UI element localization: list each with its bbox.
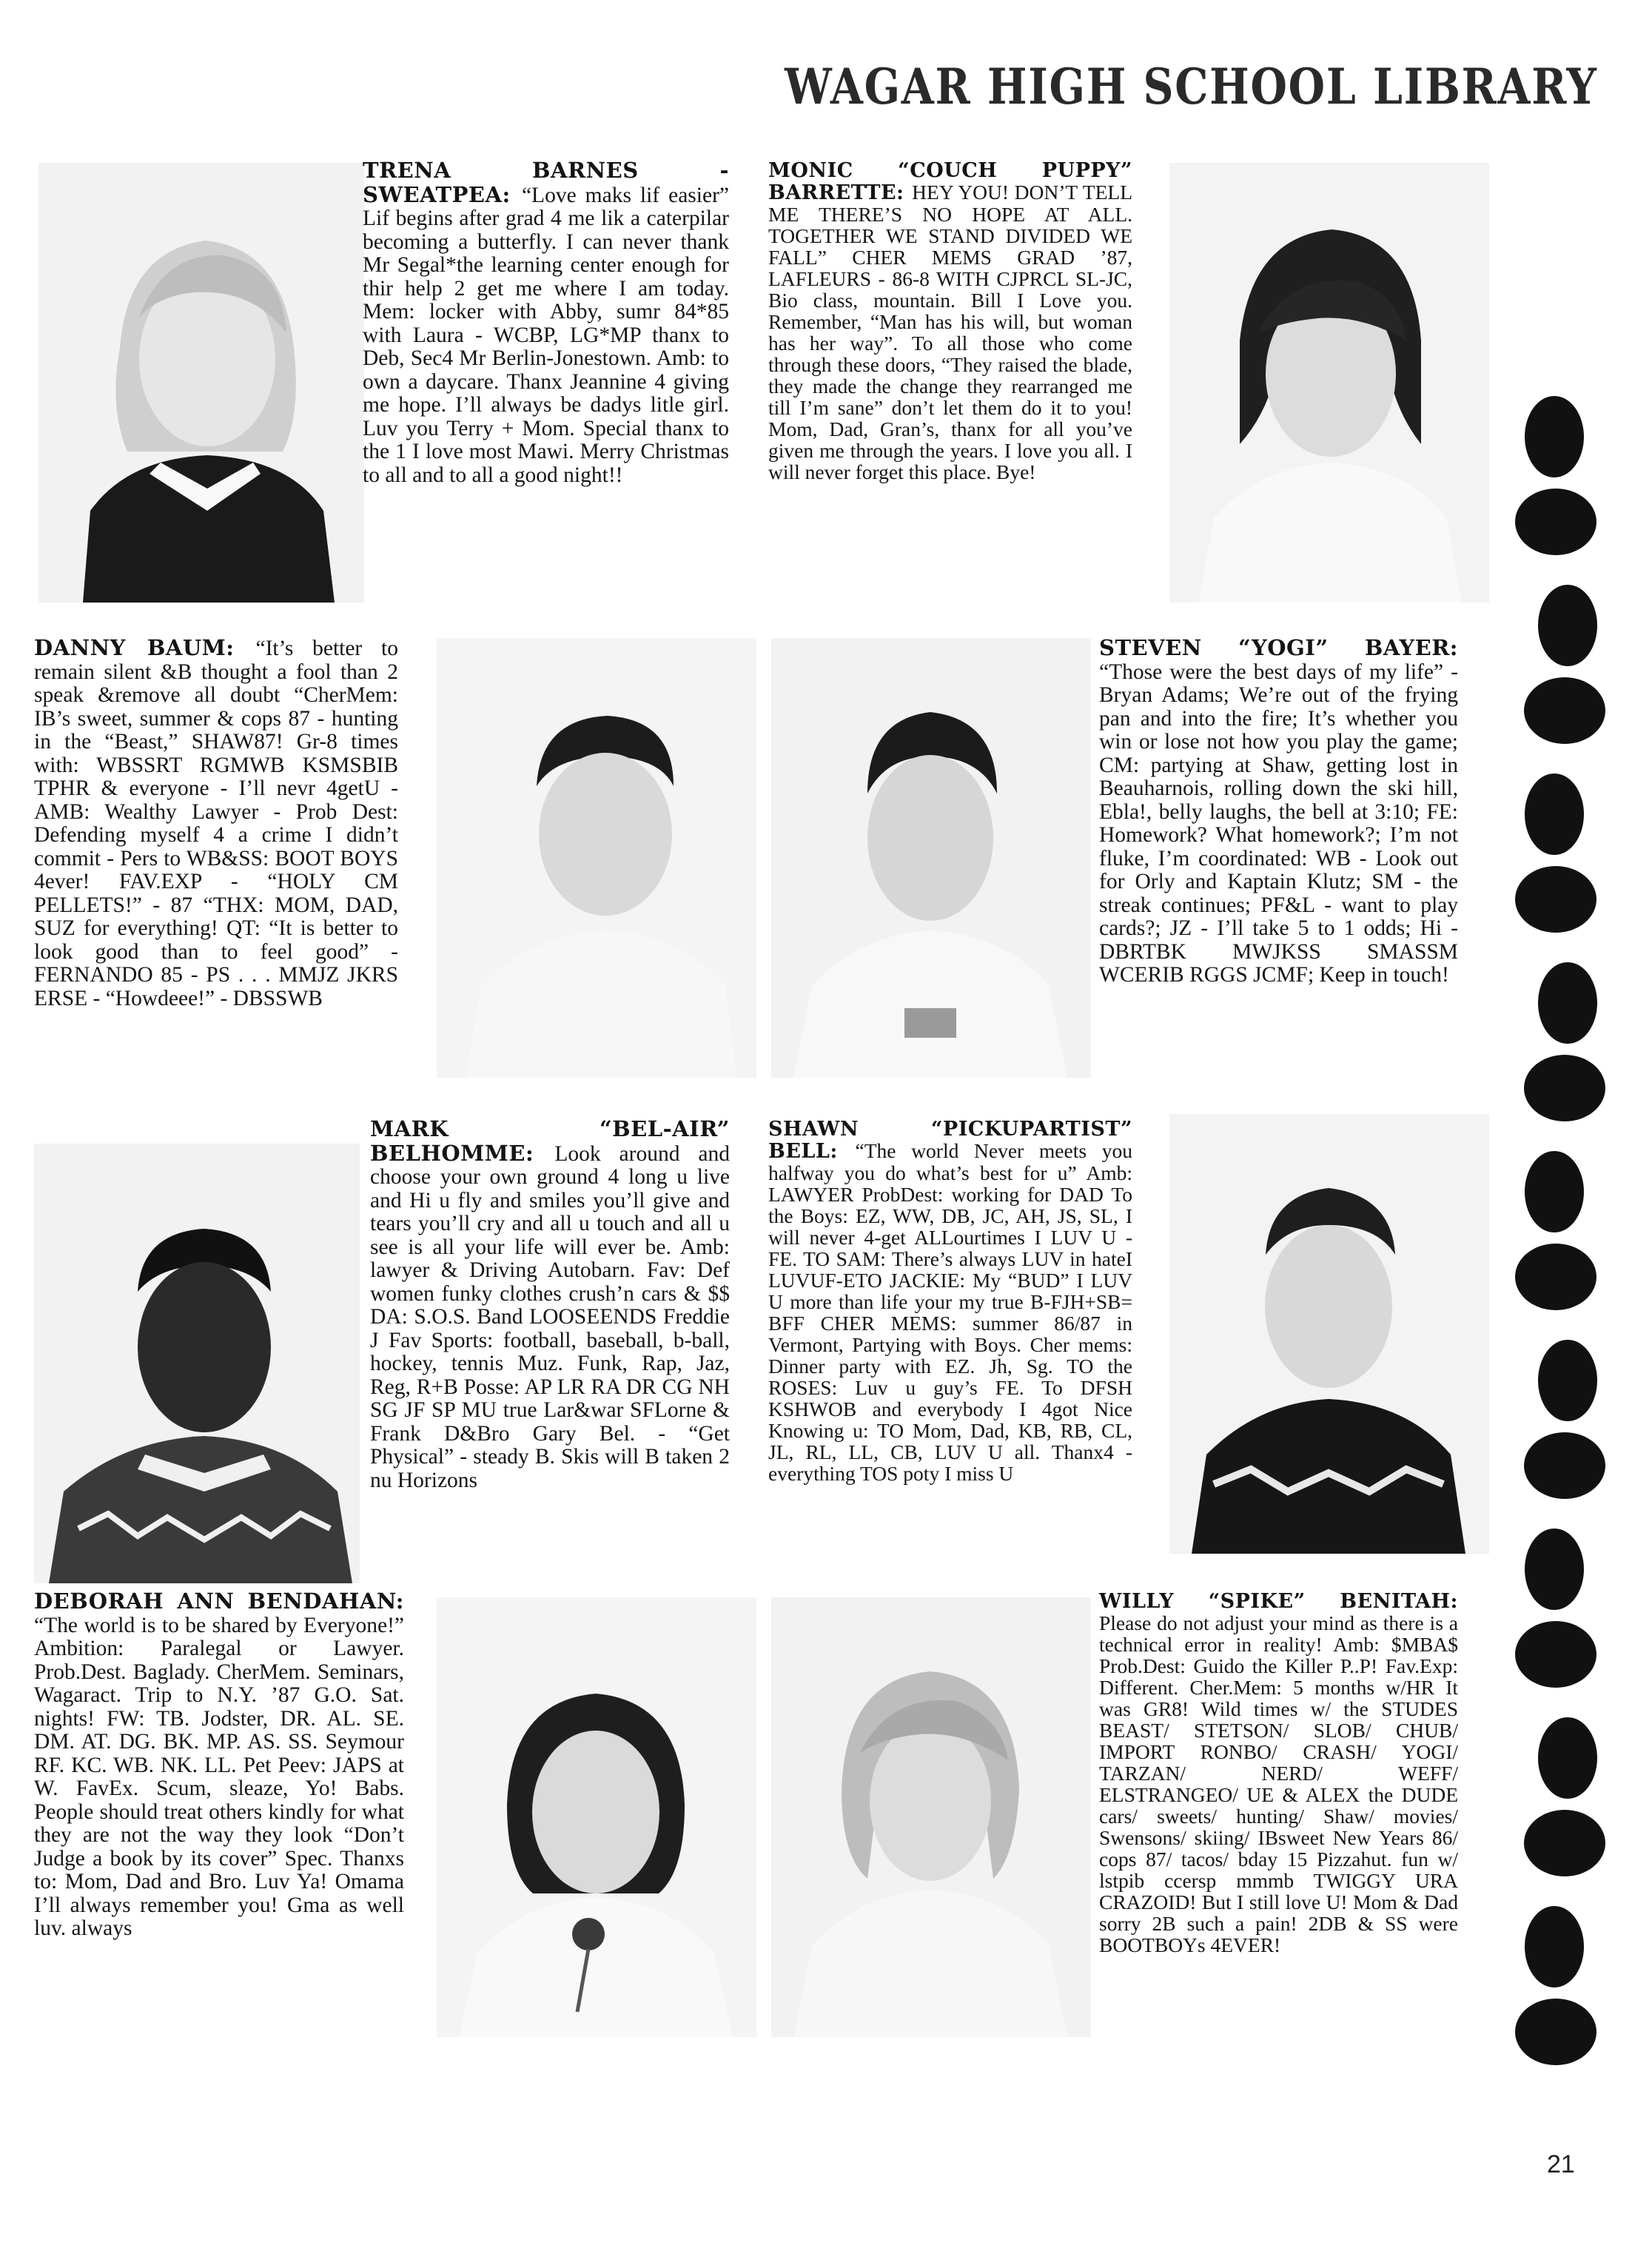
page-number: 21 <box>1547 2150 1575 2178</box>
portrait-photo-trena-barnes <box>38 163 364 603</box>
student-bio-text: “The world Never meets you halfway you do what’s best for u” Amb: LAWYER ProbDest: working for DAD To the Boys: EZ, WW, DB, JC, AH, JS, SL, I will never 4-get ALLourtimes I LUV U - FE. TO SAM: There’s always LUV in hateI LUVUF-ETO JACKIE: My “BUD” I LUV U more than life your my true B-FJH+SB= BFF CHER MEMS: summer 86/87 in Vermont, Partying with Boys. Cher mems: Dinner party with EZ. Jh, Sg. TO the ROSES: Luv u guy’s FE. To DFSH KSHWOB and everybody I 4got Nice Knowing u: TO Mom, Dad, KB, RB, CL, JL, RL, LL, CB, LUV U all. Thanx4 - everything TOS poty I miss U <box>768 1139 1132 1485</box>
student-name: MARK “BEL-AIR” BELHOMME: <box>370 1116 730 1166</box>
student-name: DEBORAH ANN BENDAHAN: <box>34 1588 404 1614</box>
student-bio-text: “It’s better to remain silent &B thought a fool than 2 speak &remove all doubt “CherMem: IB’s sweet, summer & cops 87 - hunting in the “Beast,” SHAW87! Gr-8 times with: WBSSRT RGMWB KSMSBIB TPHR & everyone - I’ll nevr 4getU - AMB: Wealthy Lawyer - Prob Dest: Defending myself 4 a crime I didn’t commit - Pers to WB&SS: BOOT BOYS 4ever! FAV.EXP - “HOLY CM PELLETS!” - 87 “THX: MOM, DAD, SUZ for everything! QT: “It is better to look good than to feel good” - FERNANDO 85 - PS . . . MMJZ JKRS ERSE - “Howdeee!” - DBSSWB <box>34 637 398 1010</box>
portrait-photo-deborah-bendahan <box>437 1597 756 2037</box>
bio-monic-barrette <box>768 159 1132 507</box>
bio-deborah-bendahan <box>34 1590 404 2034</box>
portrait-photo-danny-baum <box>437 638 756 1078</box>
bio-shawn-bell <box>768 1118 1132 1503</box>
bio-mark-belhomme <box>370 1118 730 1577</box>
student-bio-text: “Those were the best days of my life” - Bryan Adams; We’re out of the frying pan and into the fire; It’s whether you win or lose not how you play the game; CM: partying at Shaw, getting lost in Beauharnois, rolling down the ski hill, Ebla!, belly laughs, the bell at 3:10; FE: Homework? What homework?; I’m not fluke, I’m coordinated: WB - Look out for Orly and Kaptain Klutz; SM - the streak continues; PF&L - want to play cards?; JZ - I’ll take 5 to 1 odds; Hi - DBRTBK MWJKSS SMASSM WCERIB RGGS JCMF; Keep in touch! <box>1099 660 1458 987</box>
portrait-photo-willy-benitah <box>771 1597 1091 2037</box>
student-name: SHAWN “PICKUPARTIST” BELL: <box>768 1118 1132 1163</box>
portrait-photo-mark-belhomme <box>34 1144 360 1583</box>
portrait-photo-monic-barrette <box>1169 163 1489 603</box>
bio-willy-benitah <box>1099 1590 1458 2004</box>
student-name: DANNY BAUM: <box>34 635 256 660</box>
student-name: STEVEN “YOGI” BAYER: <box>1099 635 1458 660</box>
bio-trena-barnes <box>363 159 729 588</box>
bio-steven-bayer <box>1099 637 1458 1058</box>
student-bio-text: “Love maks lif easier” Lif begins after grad 4 me lik a caterpilar becoming a butterfly. I can never thank Mr Segal*the learning center enough for thir help 2 get me where I am today. Mem: locker with Abby, sumr 84*85 with Laura - WCBP, LG*MP thanx to Deb, Sec4 Mr Berlin-Jonestown. Amb: to own a daycare. Thanx Jeannine 4 giving me hope. I’ll always be dadys litle girl. Luv you Terry + Mom. Special thanx to the 1 I love most Mawi. Merry Christmas to all and to all a good night!! <box>363 183 729 487</box>
student-bio-text: Look around and choose your own ground 4 long u live and Hi u fly and smiles you’ll give and tears you’ll cry and all u touch and all u see is all your life will ever be. Amb: lawyer & Driving Autobarn. Fav: Def women funky clothes crush’n cars & $$ DA: S.O.S. Band LOOSEENDS Freddie J Fav Sports: football, baseball, b-ball, hockey, tennis Muz. Funk, Rap, Jaz, Reg, R+B Posse: AP LR RA DR CG NH SG JF SP MU true Lar&war SFLorne & Frank D&Bro Gary Bel. - “Get Physical” - steady B. Skis will B taken 2 nu Horizons <box>370 1141 730 1492</box>
portrait-photo-shawn-bell <box>1169 1114 1489 1554</box>
student-bio-text: HEY YOU! DON’T TELL ME THERE’S NO HOPE AT ALL. TOGETHER WE STAND DIVIDED WE FALL” CHER MEMS GRAD ’87, LAFLEURS - 86-8 WITH CJPRCL SL-JC, Bio class, mountain. Bill I Love you. Remember, “Man has his will, but woman has her way”. To all those who come through these doors, “They raised the blade, they made the change they rearranged me till I’m sane” don’t let them do it to you! Mom, Dad, Gran’s, thanx for all you’ve given me through the years. I love you all. I will never forget this place. Bye! <box>768 181 1132 483</box>
student-bio-text: Please do not adjust your mind as there is a technical error in reality! Amb: $MBA$ Prob.Dest: Guido the Killer P..P! Fav.Exp: Different. Cher.Mem: 5 months w/HR It was GR8! Wild times w/ the STUDES BEAST/ STETSON/ SLOB/ CHUB/ IMPORT RONBO/ CRASH/ YOGI/ TARZAN/ NERD/ WEFF/ ELSTRANGEO/ UE & ALEX the DUDE cars/ sweets/ hunting/ Shaw/ movies/ Swensons/ skiing/ IBsweet New Years 86/ cops 87/ tacos/ bday 15 Pizzahut. fun w/ lstpib ccersp mmmb TWIGGY URA CRAZOID! But I still love U! Mom & Dad sorry 2B such a pain! 2DB & SS were BOOTBOYs 4EVER! <box>1099 1611 1458 1956</box>
student-name: MONIC “COUCH PUPPY” BARRETTE: <box>768 159 1132 204</box>
student-name: TRENA BARNES - SWEATPEA: <box>363 158 729 207</box>
student-bio-text: “The world is to be shared by Everyone!” Ambition: Paralegal or Lawyer. Prob.Dest. Baglady. CherMem. Seminars, Wagaract. Trip to N.Y. ’87 G.O. Sat. nights! FW: TB. Jodster, DR. AL. SE. DM. AT. DG. BK. MP. AS. SS. Seymour RF. KC. WB. NK. LL. Pet Peev: JAPS at W. FavEx. Scum, sleaze, Yo! Babs. People should treat others kindly for what they are not the way they look “Don’t Judge a book by its cover” Spec. Thanxs to: Mom, Dad and Bro. Luv Ya! Omama I’ll always remember you! Gma as well luv. always <box>34 1613 404 1940</box>
portrait-photo-steven-bayer <box>771 638 1091 1078</box>
page-header-title: WAGAR HIGH SCHOOL LIBRARY <box>785 58 1598 115</box>
footprints-decoration-icon <box>1510 385 1614 2087</box>
bio-danny-baum <box>34 637 398 1081</box>
student-name: WILLY “SPIKE” BENITAH: <box>1099 1590 1458 1613</box>
